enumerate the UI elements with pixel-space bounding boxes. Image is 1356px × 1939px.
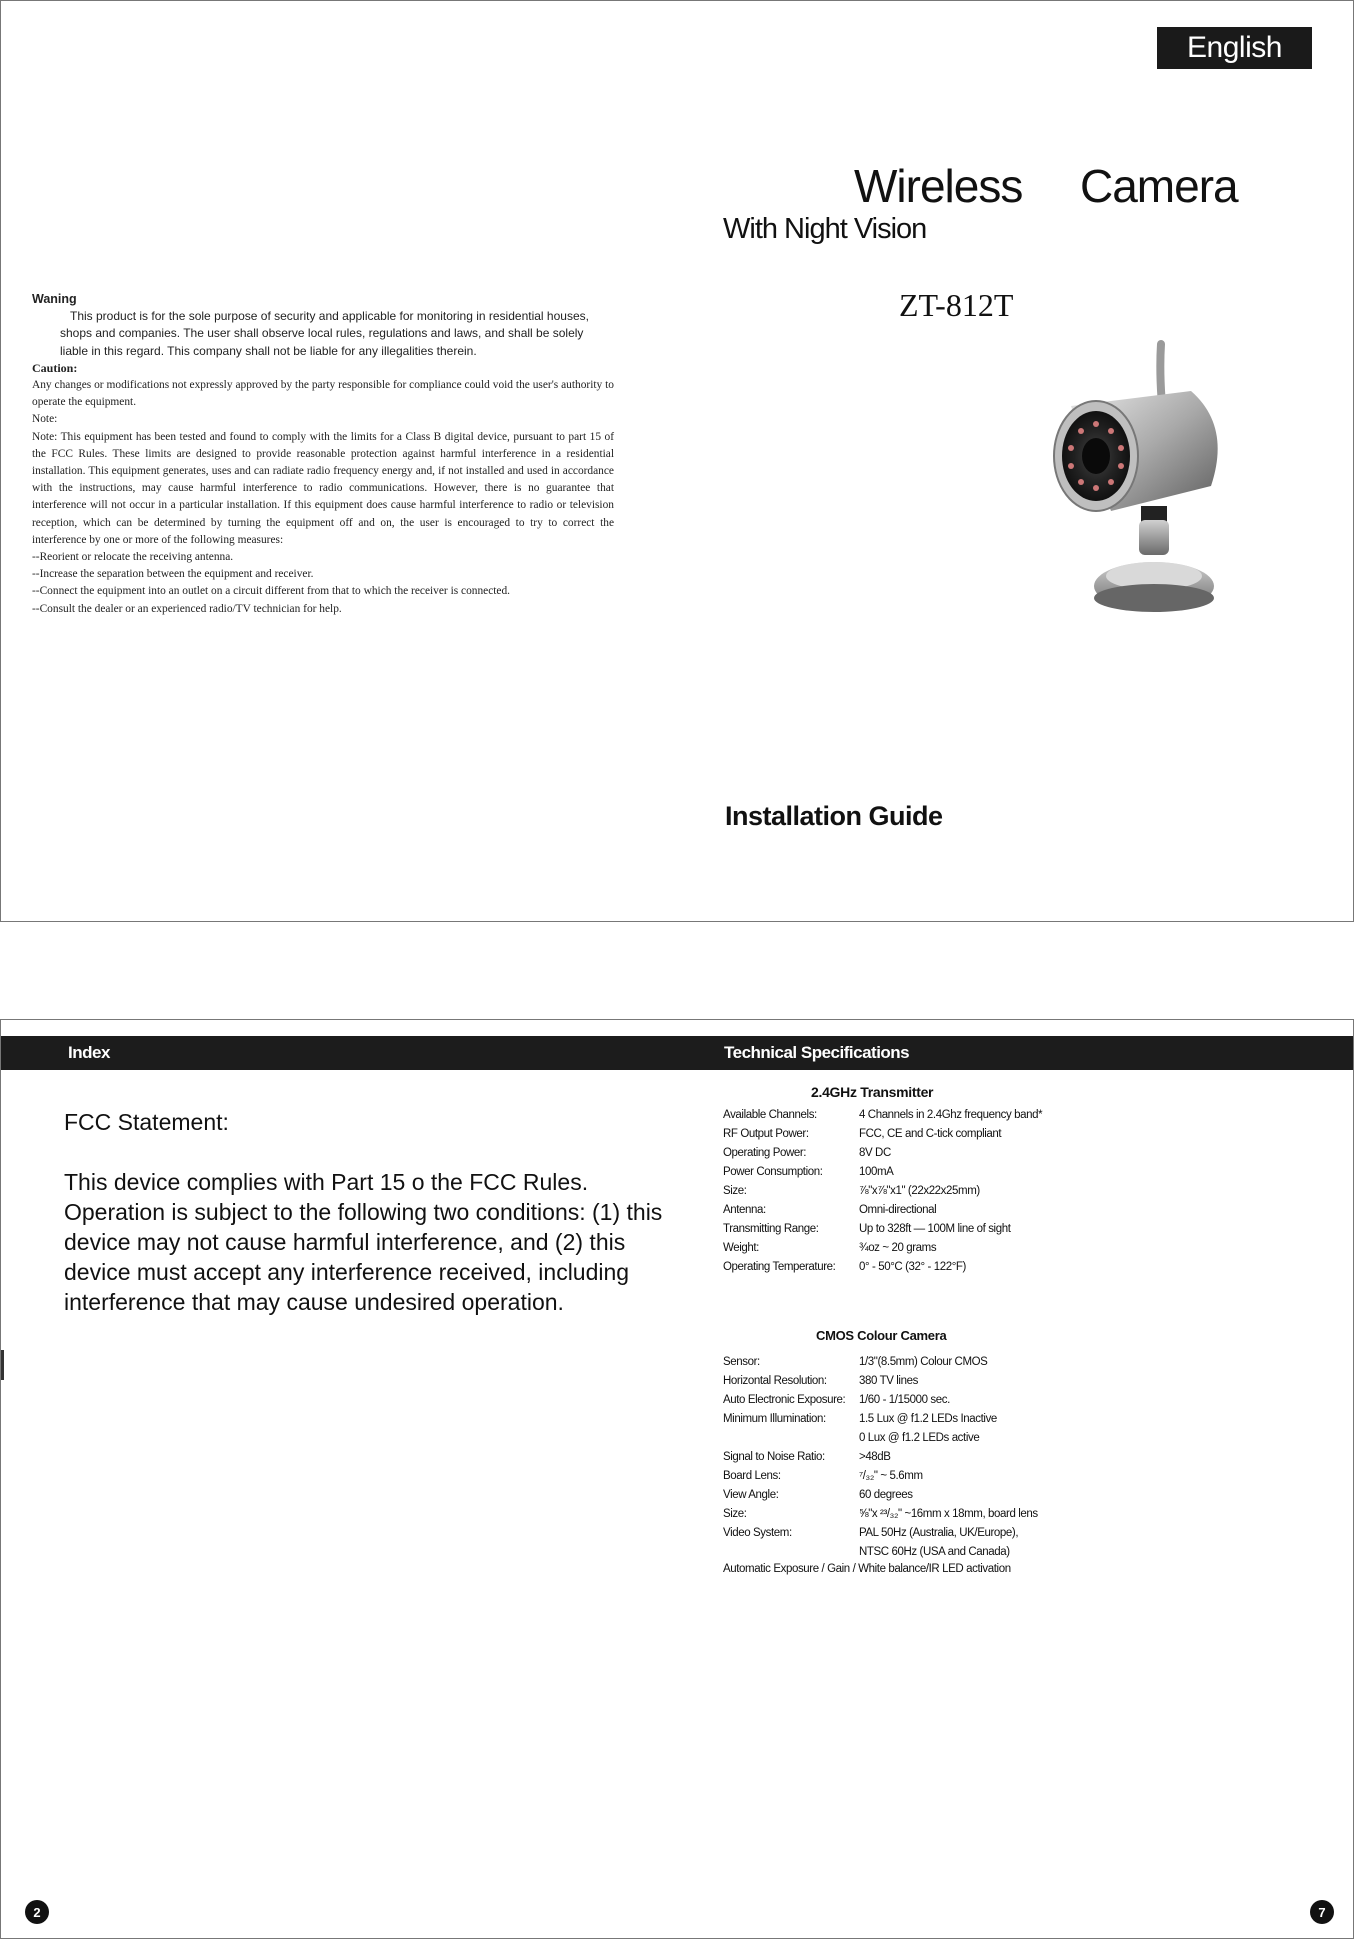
camera-spec-footer: Automatic Exposure / Gain / White balance/IR LED activation (723, 1563, 1011, 1575)
title-camera: Camera (1080, 160, 1238, 212)
spec-label: Auto Electronic Exposure: (723, 1394, 846, 1406)
camera-spec-table (723, 1353, 1038, 1562)
spec-value: 100mA (859, 1166, 894, 1178)
spec-value: ¾oz ~ 20 grams (859, 1242, 937, 1254)
spec-label: Size: (723, 1508, 747, 1520)
measure-item: --Increase the separation between the equipment and receiver. (32, 568, 314, 581)
spec-row (723, 1524, 1038, 1543)
fcc-statement-title: FCC Statement: (64, 1109, 229, 1135)
spec-label: Available Channels: (723, 1109, 817, 1121)
inner-page (0, 1019, 1354, 1939)
note-text: Note: This equipment has been tested and found to comply with the limits for a Class B digital device, pursuant to part 15 of the FCC Rules. These limits are designed to provide reasonable protection against harmful interference in a residential installation. This equipment generates, uses and can radiate radio frequency energy and, if not installed and used in accordance with the instructions, may cause harmful interference to radio communications. However, there is no guarantee that interference will not occur in a particular installation. If this equipment does cause harmful interference to radio or television reception, which can be determined by turning the equipment off and on, the user is encouraged to try to correct the interference by one or more of the following measures: (32, 430, 614, 546)
spec-label: RF Output Power: (723, 1128, 809, 1140)
fcc-statement-body: This device complies with Part 15 o the FCC Rules. Operation is subject to the following two conditions: (1) this device may not cause harmful interference, and (2) this device must accept any interference received, including interference that may cause undesired operation. (64, 1169, 663, 1315)
measure-item: --Consult the dealer or an experienced radio/TV technician for help. (32, 602, 342, 615)
page-number-right: 7 (1310, 1900, 1334, 1924)
caution-text: Any changes or modifications not expressly approved by the party responsible for compliance could void the user's authority to operate the equipment. (32, 379, 614, 409)
spec-value: 380 TV lines (859, 1375, 918, 1387)
measure-item: --Connect the equipment into an outlet on a circuit different from that to which the receiver is connected. (32, 585, 511, 598)
spec-row (723, 1201, 1042, 1220)
spec-value: PAL 50Hz (Australia, UK/Europe), (859, 1527, 1019, 1539)
language-badge: English (1157, 27, 1312, 69)
spec-label: Transmitting Range: (723, 1223, 819, 1235)
spec-value: Omni-directional (859, 1204, 937, 1216)
spec-value: 1/3"(8.5mm) Colour CMOS (859, 1356, 988, 1368)
spec-label: Horizontal Resolution: (723, 1375, 827, 1387)
page-number-left: 2 (25, 1900, 49, 1924)
spec-row (723, 1429, 1038, 1448)
installation-guide-title: Installation Guide (725, 801, 943, 831)
spec-row (723, 1353, 1038, 1372)
spec-value: ⅝"x ²³/₃₂" ~16mm x 18mm, board lens (859, 1508, 1038, 1520)
spec-row (723, 1372, 1038, 1391)
spec-row (723, 1106, 1042, 1125)
header-technical-specifications: Technical Specifications (724, 1043, 910, 1062)
spec-row (723, 1391, 1038, 1410)
spec-label: Size: (723, 1185, 747, 1197)
spec-value: 1.5 Lux @ f1.2 LEDs Inactive (859, 1413, 997, 1425)
spec-value: 8V DC (859, 1147, 891, 1159)
spec-value: 0 Lux @ f1.2 LEDs active (859, 1432, 980, 1444)
spec-row (723, 1144, 1042, 1163)
note-heading: Note: (32, 413, 58, 426)
spec-label: Minimum Illumination: (723, 1413, 826, 1425)
spec-row (723, 1505, 1038, 1524)
spec-row (723, 1239, 1042, 1258)
spec-label: Operating Temperature: (723, 1261, 836, 1273)
spec-label (723, 1543, 859, 1562)
spec-row (723, 1163, 1042, 1182)
side-mark (1, 1350, 4, 1380)
spec-value: 0° - 50°C (32° - 122°F) (859, 1261, 966, 1273)
measure-item: --Reorient or relocate the receiving antenna. (32, 551, 234, 564)
spec-label: Weight: (723, 1242, 759, 1254)
spec-row (723, 1125, 1042, 1144)
spec-label: Video System: (723, 1527, 792, 1539)
camera-illustration (1041, 336, 1236, 631)
warning-text: This product is for the sole purpose of security and applicable for monitoring in residential houses, shops and companies. The user shall observe local rules, regulations and laws, and shall be solely liable in this regard. This company shall not be liable for any illegalities therein. (60, 309, 589, 358)
spec-value: 60 degrees (859, 1489, 913, 1501)
spec-row (723, 1220, 1042, 1239)
spec-label (723, 1429, 859, 1448)
section-header-bar (1, 1036, 1353, 1070)
spec-value: >48dB (859, 1451, 891, 1463)
spec-value: ⁷/₃₂" ~ 5.6mm (859, 1470, 923, 1482)
spec-value: FCC, CE and C-tick compliant (859, 1128, 1002, 1140)
spec-value: NTSC 60Hz (USA and Canada) (859, 1546, 1010, 1558)
spec-row (723, 1410, 1038, 1429)
warning-block (32, 291, 614, 618)
spec-value: Up to 328ft — 100M line of sight (859, 1223, 1011, 1235)
spec-label: Operating Power: (723, 1147, 807, 1159)
cover-page (0, 0, 1354, 922)
warning-heading: Waning (32, 292, 77, 306)
spec-label: Board Lens: (723, 1470, 781, 1482)
spec-label: View Angle: (723, 1489, 779, 1501)
spec-row (723, 1486, 1038, 1505)
transmitter-title: 2.4GHz Transmitter (811, 1084, 934, 1100)
spec-row (723, 1543, 1038, 1562)
title-subtitle: With Night Vision (723, 213, 927, 245)
transmitter-spec-table (723, 1106, 1042, 1277)
caution-heading: Caution: (32, 360, 78, 375)
title-wireless: Wireless (854, 160, 1023, 212)
spec-value: 1/60 - 1/15000 sec. (859, 1394, 950, 1406)
header-index: Index (68, 1043, 110, 1062)
spec-label: Power Consumption: (723, 1166, 823, 1178)
spec-label: Sensor: (723, 1356, 760, 1368)
spec-value: ⅞"x⅞"x1" (22x22x25mm) (859, 1185, 980, 1197)
spec-row (723, 1182, 1042, 1201)
spec-row (723, 1467, 1038, 1486)
spec-value: 4 Channels in 2.4Ghz frequency band* (859, 1109, 1043, 1121)
spec-row (723, 1448, 1038, 1467)
spec-row (723, 1258, 1042, 1277)
spec-label: Signal to Noise Ratio: (723, 1451, 825, 1463)
camera-title: CMOS Colour Camera (816, 1328, 947, 1343)
spec-label: Antenna: (723, 1204, 766, 1216)
model-number: ZT-812T (899, 287, 1014, 323)
